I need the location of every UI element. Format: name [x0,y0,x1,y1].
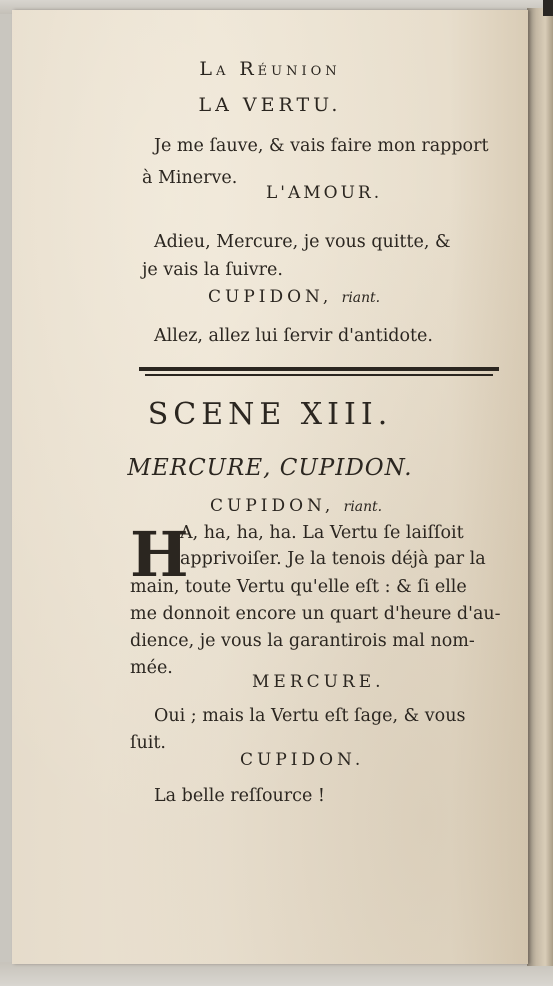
running-head: La Réunion [199,58,341,80]
speaker-name: MERCURE. [252,672,385,692]
stage-direction: riant. [343,499,383,515]
speaker-name: CUPIDON, [208,287,333,307]
dialogue-line: à Minerve. [142,168,238,188]
scene-divider [139,367,499,377]
drop-cap: H [130,518,189,591]
dialogue-line: me donnoit encore un quart d'heure d'au- [130,604,501,624]
speaker-heading [208,287,380,307]
divider-thick-rule [139,367,499,371]
dialogue-line: je vais la ſuivre. [142,260,283,280]
dialogue-line: Oui ; mais la Vertu eſt ſage, & vous [154,706,466,726]
dialogue-line: A, ha, ha, ha. La Vertu ſe laiſſoit [180,523,464,543]
book-fore-edge [527,8,553,966]
stage-direction: riant. [341,290,381,306]
dialogue-line: apprivoiſer. Je la tenois déjà par la [180,549,486,569]
dialogue-line: Adieu, Mercure, je vous quitte, & [154,232,451,252]
dialogue-line: La belle reſſource ! [154,786,325,806]
dialogue-line: Allez, allez lui ſervir d'antidote. [154,326,433,346]
book-page [12,10,528,964]
scan-background-bottom [0,962,553,986]
speaker-name: LA VERTU. [198,94,342,116]
dialogue-line: dience, je vous la garantirois mal nom- [130,631,475,651]
scene-characters: MERCURE, CUPIDON. [127,455,413,481]
scene-title: SCENE XIII. [147,397,393,432]
dialogue-line: ſuit. [130,733,166,753]
speaker-name: L'AMOUR. [266,183,383,203]
dialogue-line: Je me ſauve, & vais faire mon rapport [154,136,489,156]
speaker-name: CUPIDON, [210,496,335,516]
scan-corner-shadow [543,0,553,16]
speaker-name: CUPIDON. [240,750,365,770]
speaker-heading [210,496,382,516]
dialogue-line: mée. [130,658,173,678]
dialogue-line: main, toute Vertu qu'elle eſt : & ſi elle [130,577,467,597]
divider-thin-rule [145,374,493,376]
